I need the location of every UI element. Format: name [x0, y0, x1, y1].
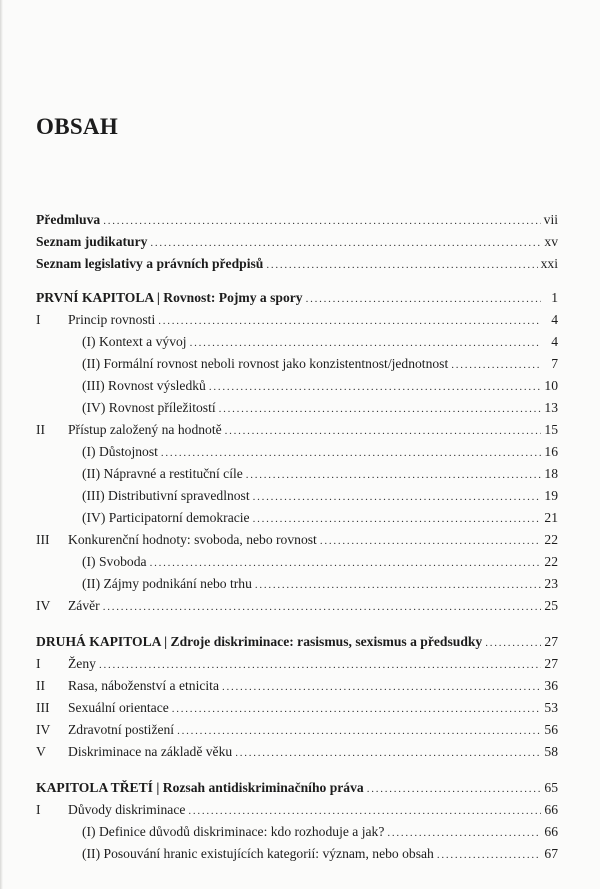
leader-dots: [99, 654, 541, 675]
toc-subsection-entry[interactable]: [36, 486, 558, 506]
leader-dots: [253, 486, 541, 507]
toc-label: KAPITOLA TŘETÍ | Rozsah antidiskriminačního práva: [36, 780, 364, 795]
toc-section-entry[interactable]: [36, 420, 558, 440]
toc-label: Přístup založený na hodnotě: [68, 422, 222, 437]
leader-dots: [158, 310, 541, 331]
toc-section-entry[interactable]: [36, 676, 558, 696]
toc-page-number: 22: [544, 554, 558, 569]
toc-page-number: 36: [544, 678, 558, 693]
leader-dots: [451, 354, 541, 375]
toc-page-number: 22: [544, 532, 558, 547]
toc-label: Seznam legislativy a právních předpisů: [36, 256, 264, 271]
toc-page-number: 27: [544, 634, 558, 649]
toc-page-number: 58: [544, 744, 558, 759]
toc-page-number: 66: [544, 802, 558, 817]
toc-section-number: IV: [36, 598, 51, 613]
toc-section-number: III: [36, 532, 50, 547]
toc-label: (I) Důstojnost: [82, 444, 158, 459]
toc-subsection-entry[interactable]: [36, 354, 558, 374]
toc-page-number: 56: [544, 722, 558, 737]
toc-section-entry[interactable]: [36, 742, 558, 762]
toc-page-number: 13: [544, 400, 558, 415]
toc-section-entry[interactable]: [36, 596, 558, 616]
toc-label: (III) Distributivní spravedlnost: [82, 488, 250, 503]
toc-label: Rasa, náboženství a etnicita: [68, 678, 219, 693]
toc-subsection-entry[interactable]: [36, 442, 558, 462]
toc-page-number: 15: [544, 422, 558, 437]
toc-page-number: 7: [551, 356, 558, 371]
leader-dots: [219, 398, 541, 419]
toc-section-entry[interactable]: [36, 310, 558, 330]
leader-dots: [266, 254, 537, 275]
toc-label: Konkurenční hodnoty: svoboda, nebo rovnost: [68, 532, 317, 547]
toc-section-number: V: [36, 744, 46, 759]
toc-subsection-entry[interactable]: [36, 552, 558, 572]
leader-dots: [172, 698, 541, 719]
toc-label: (IV) Rovnost příležitostí: [82, 400, 216, 415]
leader-dots: [222, 676, 541, 697]
toc-page-number: xxi: [540, 256, 558, 271]
toc-page-number: 67: [544, 846, 558, 861]
leader-dots: [235, 742, 541, 763]
toc-entry[interactable]: [36, 210, 558, 230]
toc-entry[interactable]: [36, 254, 558, 274]
toc-label: (III) Rovnost výsledků: [82, 378, 206, 393]
leader-dots: [485, 632, 541, 653]
leader-dots: [177, 720, 541, 741]
toc-page-number: 66: [544, 824, 558, 839]
leader-dots: [253, 508, 541, 529]
leader-dots: [437, 844, 541, 865]
toc-label: (II) Nápravné a restituční cíle: [82, 466, 243, 481]
leader-dots: [255, 574, 541, 595]
leader-dots: [188, 800, 541, 821]
toc-section-entry[interactable]: [36, 698, 558, 718]
toc-label: Ženy: [68, 656, 96, 671]
toc-page-number: 27: [544, 656, 558, 671]
toc-page-number: vii: [543, 212, 558, 227]
toc-section-number: II: [36, 422, 46, 437]
toc-page-number: 10: [544, 378, 558, 393]
toc-section-number: I: [36, 802, 41, 817]
toc-label: Závěr: [68, 598, 100, 613]
toc-label: Důvody diskriminace: [68, 802, 186, 817]
toc-page-number: 1: [551, 290, 558, 305]
toc-chapter-entry[interactable]: [36, 632, 558, 652]
toc-page-number: 53: [544, 700, 558, 715]
toc-page-number: 21: [544, 510, 558, 525]
page-edge: [0, 0, 3, 889]
toc-chapter-entry[interactable]: [36, 778, 558, 798]
toc-subsection-entry[interactable]: [36, 376, 558, 396]
toc-subsection-entry[interactable]: [36, 844, 558, 864]
toc-subsection-entry[interactable]: [36, 822, 558, 842]
toc-subsection-entry[interactable]: [36, 574, 558, 594]
toc-label: (I) Definice důvodů diskriminace: kdo rozhoduje a jak?: [82, 824, 385, 839]
leader-dots: [103, 210, 540, 231]
toc-label: (II) Formální rovnost neboli rovnost jako konzistentnost/jednotnost: [82, 356, 449, 371]
toc-chapter-entry[interactable]: [36, 288, 558, 308]
leader-dots: [150, 232, 541, 253]
toc-label: Princip rovnosti: [68, 312, 156, 327]
toc-entry[interactable]: [36, 232, 558, 252]
toc-page-number: 4: [551, 334, 558, 349]
toc-subsection-entry[interactable]: [36, 398, 558, 418]
toc-label: (II) Posouvání hranic existujících kategorií: význam, nebo obsah: [82, 846, 434, 861]
leader-dots: [320, 530, 541, 551]
leader-dots: [246, 464, 541, 485]
leader-dots: [161, 442, 541, 463]
leader-dots: [190, 332, 541, 353]
toc-section-number: I: [36, 312, 41, 327]
toc-page-number: 19: [544, 488, 558, 503]
toc-section-entry[interactable]: [36, 654, 558, 674]
toc-page-number: 25: [544, 598, 558, 613]
toc-label: Diskriminace na základě věku: [68, 744, 233, 759]
toc-page-number: 65: [544, 780, 558, 795]
leader-dots: [367, 778, 541, 799]
toc-page-number: 4: [551, 312, 558, 327]
toc-subsection-entry[interactable]: [36, 332, 558, 352]
leader-dots: [209, 376, 541, 397]
toc-label: Předmluva: [36, 212, 101, 227]
toc-label: (I) Svoboda: [82, 554, 147, 569]
leader-dots: [387, 822, 541, 843]
toc-section-number: II: [36, 678, 46, 693]
toc-page-number: xv: [544, 234, 558, 249]
toc-label: Seznam judikatury: [36, 234, 148, 249]
toc-label: (I) Kontext a vývoj: [82, 334, 187, 349]
leader-dots: [306, 288, 541, 309]
page-title: OBSAH: [36, 114, 119, 139]
toc-section-number: III: [36, 700, 50, 715]
toc-section-entry[interactable]: [36, 530, 558, 550]
toc-subsection-entry[interactable]: [36, 508, 558, 528]
toc-label: DRUHÁ KAPITOLA | Zdroje diskriminace: rasismus, sexismus a předsudky: [36, 634, 483, 649]
toc-label: (II) Zájmy podnikání nebo trhu: [82, 576, 252, 591]
toc-page-number: 23: [544, 576, 558, 591]
toc-subsection-entry[interactable]: [36, 464, 558, 484]
toc-section-number: IV: [36, 722, 51, 737]
toc-section-entry[interactable]: [36, 720, 558, 740]
toc-label: Sexuální orientace: [68, 700, 169, 715]
leader-dots: [103, 596, 541, 617]
leader-dots: [225, 420, 541, 441]
toc-label: (IV) Participatorní demokracie: [82, 510, 250, 525]
toc-section-entry[interactable]: [36, 800, 558, 820]
leader-dots: [150, 552, 541, 573]
toc-label: Zdravotní postižení: [68, 722, 175, 737]
toc-page-number: 18: [544, 466, 558, 481]
toc-page-number: 16: [544, 444, 558, 459]
toc-label: PRVNÍ KAPITOLA | Rovnost: Pojmy a spory: [36, 290, 303, 305]
toc-section-number: I: [36, 656, 41, 671]
